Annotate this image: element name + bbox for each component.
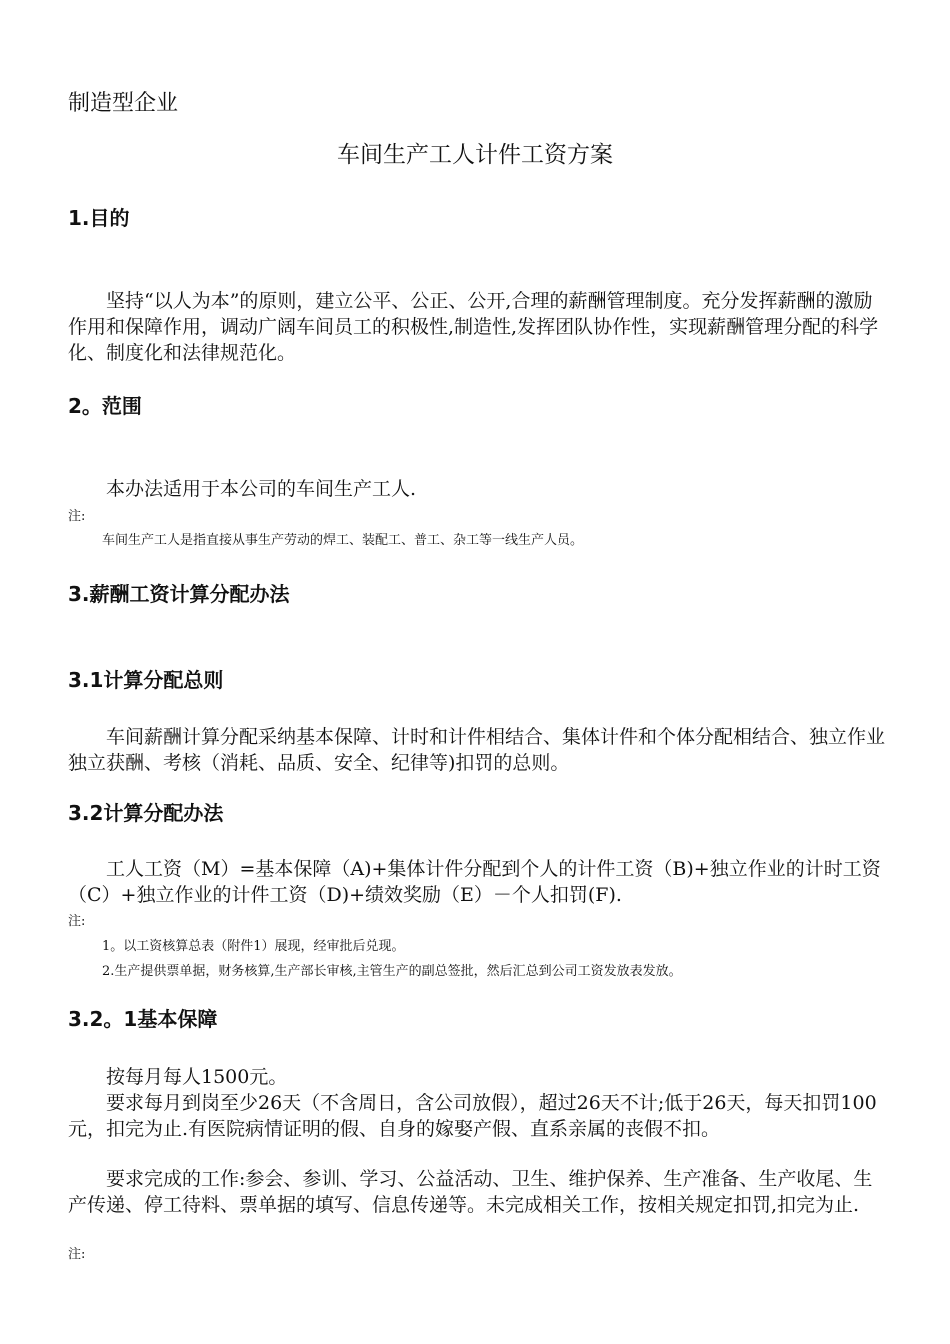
section-3-2-heading: 3.2计算分配办法 (68, 801, 224, 825)
document-title: 车间生产工人计件工资方案 (337, 142, 613, 168)
section-3-1-paragraph: 车间薪酬计算分配采纳基本保障、计时和计件相结合、集体计件和个体分配相结合、独立作业独立获酬、考核（消耗、品质、安全、纪律等)扣罚的总则。 (68, 726, 886, 774)
section-3-2-1-line-1: 按每月每人1500元。 (106, 1066, 288, 1088)
section-2-note-text: 车间生产工人是指直接从事生产劳动的焊工、装配工、普工、杂工等一线生产人员。 (102, 533, 584, 548)
section-3-2-note-2: 2.生产提供票单据，财务核算,生产部长审核,主管生产的副总签批，然后汇总到公司工资发放表发放。 (102, 964, 682, 979)
section-3-2-paragraph: 工人工资（M）=基本保障（A)+集体计件分配到个人的计件工资（B)+独立作业的计时工资（C）+独立作业的计件工资（D)+绩效奖励（E）－个人扣罚(F). (68, 858, 881, 906)
section-1-heading: 1.目的 (68, 206, 130, 230)
section-3-2-1-paragraph-2: 要求每月到岗至少26天（不含周日，含公司放假），超过26天不计;低于26天，每天扣罚100元，扣完为止.有医院病情证明的假、自身的嫁娶产假、直系亲属的丧假不扣。 (68, 1092, 877, 1140)
section-3-2-1-heading: 3.2。1基本保障 (68, 1007, 218, 1031)
section-3-2-note-1: 1。以工资核算总表（附件1）展现，经审批后兑现。 (102, 939, 405, 954)
section-3-2-note-label: 注: (68, 914, 86, 929)
section-3-2-1-paragraph-3: 要求完成的工作:参会、参训、学习、公益活动、卫生、维护保养、生产准备、生产收尾、生产传递、停工待料、票单据的填写、信息传递等。未完成相关工作，按相关规定扣罚,扣完为止. (68, 1168, 873, 1216)
section-3-1-heading: 3.1计算分配总则 (68, 668, 224, 692)
section-3-heading: 3.薪酬工资计算分配办法 (68, 582, 290, 606)
section-3-2-1-note-label: 注: (68, 1247, 86, 1262)
section-2-paragraph: 本办法适用于本公司的车间生产工人. (106, 478, 417, 500)
section-2-heading: 2。范围 (68, 394, 142, 418)
company-type: 制造型企业 (68, 91, 179, 116)
section-1-paragraph: 坚持“以人为本”的原则，建立公平、公正、公开,合理的薪酬管理制度。充分发挥薪酬的激励作用和保障作用，调动广阔车间员工的积极性,制造性,发挥团队协作性，实现薪酬管理分配的科学化、制度化和法律规范化。 (68, 290, 879, 364)
section-2-note-label: 注: (68, 509, 86, 524)
